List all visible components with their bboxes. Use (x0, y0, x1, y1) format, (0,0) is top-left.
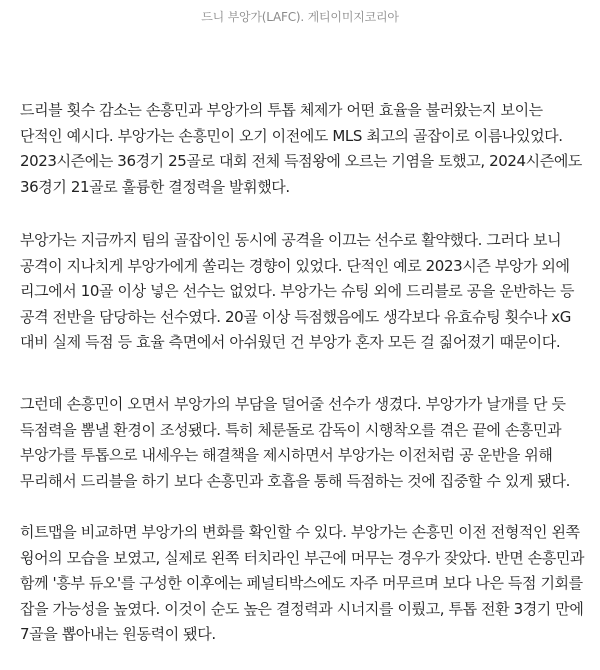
photo-caption: 드니 부앙가(LAFC). 게티이미지코리아 (201, 10, 399, 24)
paragraph-text: 그런데 손흥민이 오면서 부앙가의 부담을 덜어줄 선수가 생겼다. 부앙가가 날개를 단 듯 득점력을 뽐낼 환경이 조성됐다. 특히 체룬돌로 감독이 시행착오를 겪은 끝에 손흥민과 부앙가를 투톱으로 내세우는 해결책을 제시하면서 부앙가는 이전처럼 공 운반을 위해 무리해서 드리블을 하기 보다 손흥민과 호흡을 통해 득점하는 것에 집중할 수 있게 됐다. (20, 395, 570, 490)
article-paragraph-3 (20, 392, 588, 494)
paragraph-text: 히트맵을 비교하면 부앙가의 변화를 확인할 수 있다. 부앙가는 손흥민 이전 전형적인 왼쪽 윙어의 모습을 보였고, 실제로 왼쪽 터치라인 부근에 머무는 경우가 잦았다. 반면 손흥민과 함께 '흥부 듀오'를 구성한 이후에는 페널티박스에도 자주 머무르며 보다 나은 득점 기회를 잡을 가능성을 높였다. 이것이 순도 높은 결정력과 시너지를 이뤘고, 투톱 전환 3경기 만에 7골을 뽑아내는 원동력이 됐다. (20, 523, 585, 643)
paragraph-text: 드리블 횟수 감소는 손흥민과 부앙가의 투톱 체제가 어떤 효율을 불러왔는지 보이는 단적인 예시다. 부앙가는 손흥민이 오기 이전에도 MLS 최고의 골잡이로 이름나있었다. 2023시즌에는 36경기 25골로 대회 전체 득점왕에 오르는 기염을 토했고, 2024시즌에도 36경기 21골로 훌륭한 결정력을 발휘했다. (20, 101, 583, 196)
article-paragraph-4 (20, 520, 588, 648)
paragraph-text: 부앙가는 지금까지 팀의 골잡이인 동시에 공격을 이끄는 선수로 활약했다. 그러다 보니 공격이 지나치게 부앙가에게 쏠리는 경향이 있었다. 단적인 예로 2023시즌 부앙가 외에 리그에서 10골 이상 넣은 선수는 없었다. 부앙가는 슈팅 외에 드리블로 공을 운반하는 등 공격 전반을 담당하는 선수였다. 20골 이상 득점했음에도 생각보다 유효슈팅 횟수나 xG 대비 실제 득점 등 효율 측면에서 아쉬웠던 건 부앙가 혼자 모든 걸 짊어졌기 때문이다. (20, 231, 575, 351)
article-paragraph-1 (20, 98, 588, 200)
article-paragraph-2 (20, 228, 588, 356)
